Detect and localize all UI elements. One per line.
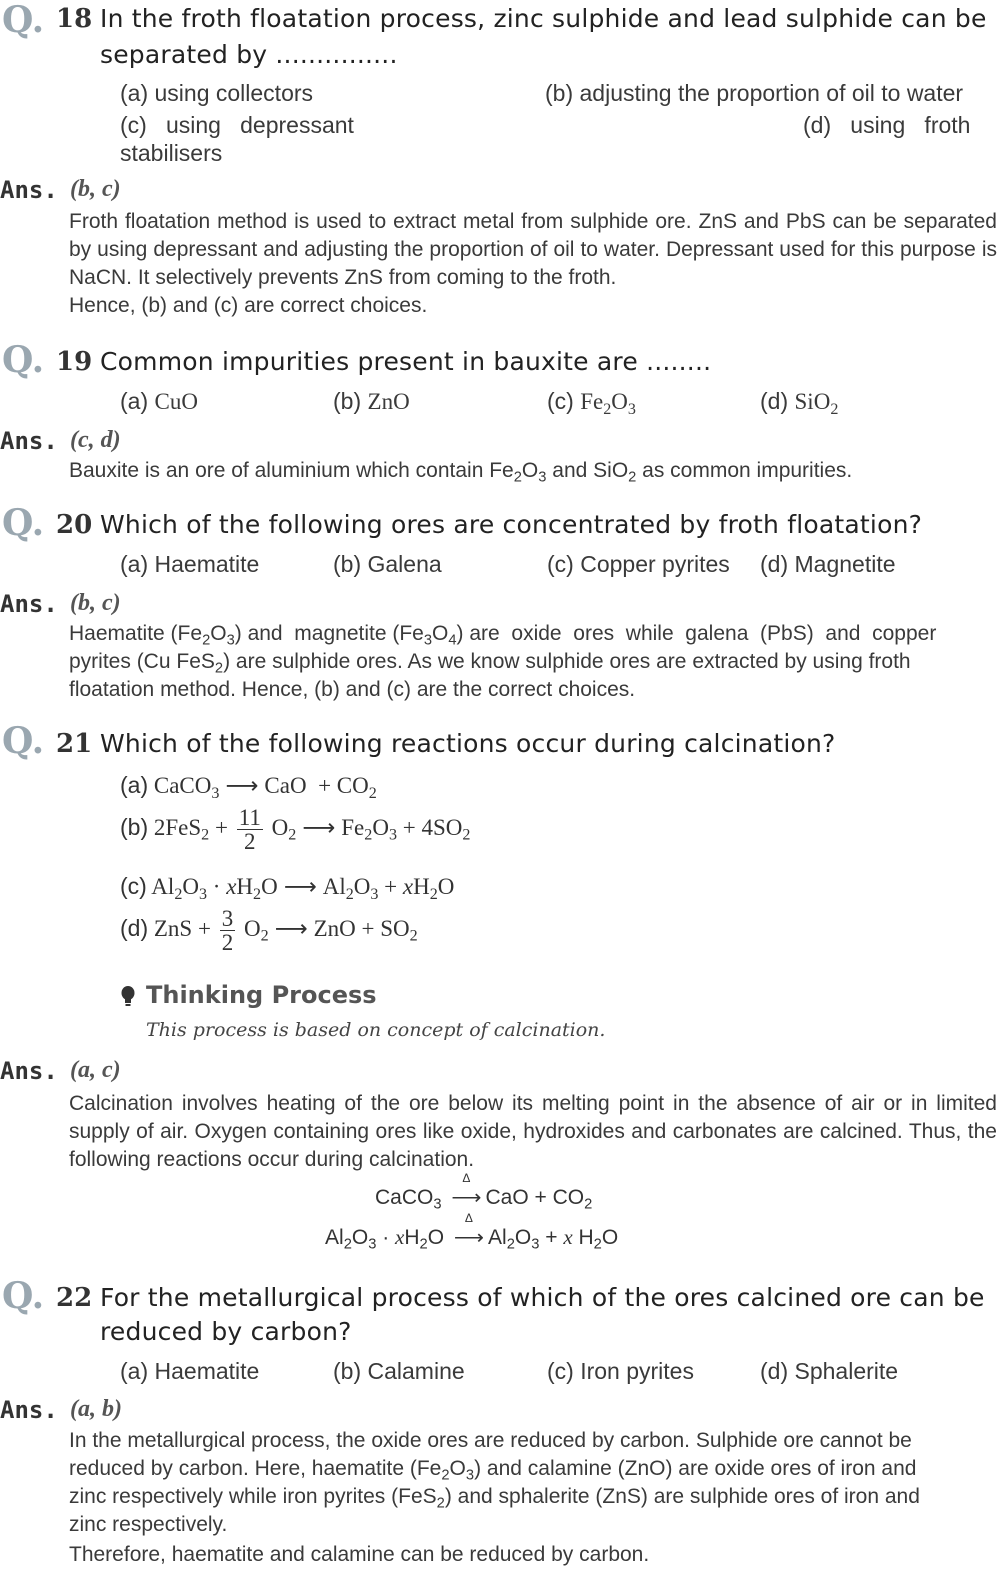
answer-label: Ans. [0,1396,58,1424]
question-marker: Q. [2,0,45,41]
question-marker: Q. [2,1275,45,1317]
option-b: (b) ZnO [333,388,410,414]
option-b: (b) Galena [333,551,442,577]
option-d: (d) Magnetite [760,551,896,577]
question-marker: Q. [2,720,45,762]
question-text: separated by ............... [100,40,398,69]
lightbulb-icon [119,985,137,1009]
option-a: (a) using collectors [120,80,314,106]
option-d: (d) ZnS + $\frac{3}{2}$ $O_2$ ⟶ ZnO + $SO_2$ [120,906,418,955]
answer-explanation: Calcination involves heating of the ore below its melting point in the absence of air or in limited supply of air. Oxygen containing ores like oxide, hydroxides and carbonates are calcined. Thus, the following reactions occur during calcination. [69,1092,997,1171]
option-c: (c) $Al_2O_3 \cdot xH_2O$ ⟶ $Al_2O_3 + xH_2O$ [120,873,455,903]
option-a: (a) Haematite [120,1358,260,1384]
answer-value: (b, c) [70,176,121,202]
answer-label: Ans. [0,176,58,204]
answer-explanation-line: pyrites (Cu FeS$_2$) are sulphide ores. As we know sulphide ores are extracted by using froth [69,650,911,677]
answer-explanation: Froth floatation method is used to extract metal from sulphide ore. ZnS and PbS can be separated by using depressant and adjusting the proportion of oil to water. Depressant used for this purpose is NaCN. It selectively prevents ZnS from coming to the froth. [69,210,997,289]
question-number: 20 [56,510,93,540]
answer-explanation-line: Haematite $(Fe_2O_3)$ and magnetite $(Fe_3O_4)$ are oxide ores while galena (PbS) and copper [69,622,937,649]
option-a: (a) CaCO$_3$ ⟶ CaO + $CO_2$ [120,772,377,802]
answer-label: Ans. [0,1057,58,1085]
answer-value: (a, c) [70,1057,121,1083]
option-c: (c) using depressant [120,112,354,138]
thinking-process-text: This process is based on concept of calcination. [146,1019,606,1041]
answer-label: Ans. [0,590,58,618]
answer-conclusion: Therefore, haematite and calamine can be reduced by carbon. [69,1543,650,1566]
question-text: reduced by carbon? [100,1317,352,1346]
question-text: Common impurities present in bauxite are ........ [100,347,712,376]
question-number: 22 [56,1283,93,1313]
answer-label: Ans. [0,427,58,455]
answer-explanation-line: zinc respectively. [69,1513,228,1536]
answer-explanation-line: In the metallurgical process, the oxide ores are reduced by carbon. Sulphide ore cannot be [69,1429,912,1452]
answer-explanation: Bauxite is an ore of aluminium which contain $Fe_2O_3$ and SiO$_2$ as common impurities. [69,459,853,486]
option-a: (a) CuO [120,388,198,414]
answer-value: (b, c) [70,590,121,616]
option-c: (c) Copper pyrites [547,551,730,577]
option-d: (d) SiO$_2$ [760,388,839,418]
question-text: In the froth floatation process, zinc sulphide and lead sulphide can be [100,4,987,33]
question-marker: Q. [2,502,45,544]
answer-explanation-line: reduced by carbon. Here, haematite $(Fe_2O_3)$ and calamine (ZnO) are oxide ores of iron and [69,1457,917,1484]
option-d: (d) Sphalerite [760,1358,899,1384]
option-b: (b) adjusting the proportion of oil to water [545,80,964,106]
answer-value: (a, b) [70,1396,122,1422]
question-text: For the metallurgical process of which of the ores calcined ore can be [100,1283,985,1312]
question-text: Which of the following ores are concentrated by froth floatation? [100,510,923,539]
option-c: (c) Iron pyrites [547,1358,694,1384]
option-c: (c) $Fe_2O_3$ [547,388,636,418]
answer-explanation-line: zinc respectively while iron pyrites (FeS$_2$) and sphalerite (ZnS) are sulphide ores of iron and [69,1485,920,1512]
calcination-equation: $Al_2O_3 \cdot xH_2O$ ⟶ Δ $Al_2O_3 + x$ $H_2O$ [325,1211,619,1253]
calcination-equation: CaCO$_3$ ⟶ Δ CaO + $CO_2$ [375,1171,593,1213]
answer-explanation-line: floatation method. Hence, (b) and (c) are the correct choices. [69,678,636,701]
option-b: (b) 2FeS$_2$ + $\frac{11}{2}$ $O_2$ ⟶ $Fe_2O_3 + 4SO_2$ [120,805,471,854]
question-number: 19 [56,347,93,377]
question-number: 18 [56,4,93,34]
thinking-process-heading: Thinking Process [146,981,377,1009]
option-a: (a) Haematite [120,551,260,577]
answer-value: (c, d) [70,427,121,453]
option-b: (b) Calamine [333,1358,465,1384]
answer-conclusion: Hence, (b) and (c) are correct choices. [69,294,428,317]
question-number: 21 [56,729,93,759]
question-text: Which of the following reactions occur during calcination? [100,729,836,758]
option-d-continued: stabilisers [120,140,223,166]
question-marker: Q. [2,339,45,381]
option-d: (d) using froth [803,112,971,138]
